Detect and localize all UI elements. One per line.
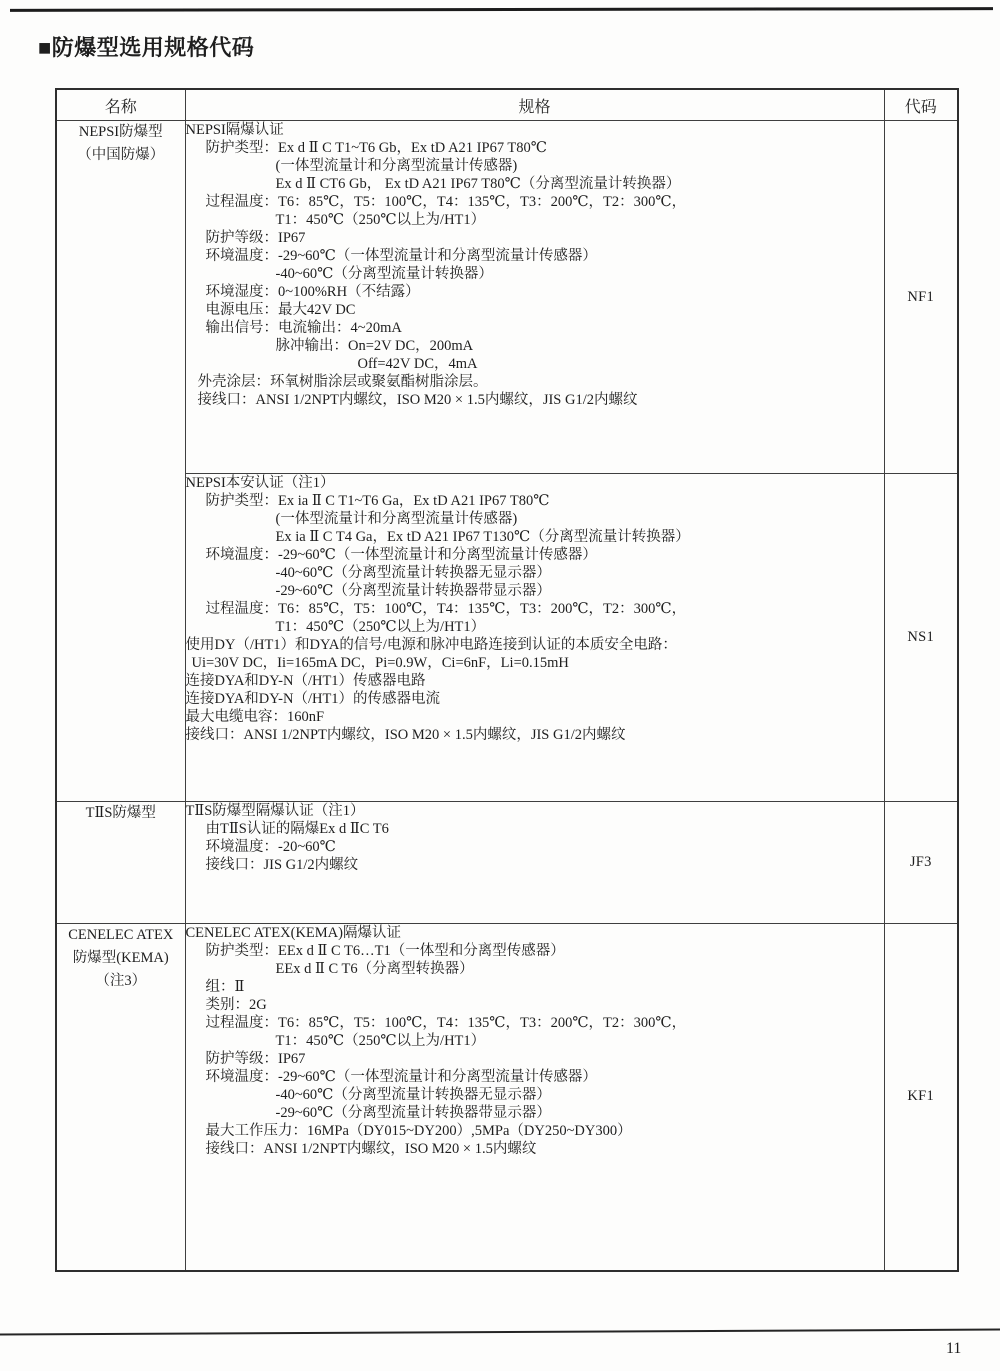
spec-line: -29~60℃（分离型流量计转换器带显示器） xyxy=(275,1105,551,1121)
spec-line: 过程温度：T6：85℃，T5：100℃，T4：135℃，T3：200℃，T2：300℃， xyxy=(205,194,687,210)
spec-cell xyxy=(185,474,884,802)
spec-line: 环境湿度：0~100%RH（不结露） xyxy=(205,284,420,300)
spec-line: T1：450℃（250℃以上为/HT1） xyxy=(275,619,486,635)
page-number: 11 xyxy=(946,1340,962,1357)
spec-line: 接线口：ANSI 1/2NPT内螺纹，ISO M20 × 1.5内螺纹，JIS G1/2内螺纹 xyxy=(185,727,626,743)
spec-line: 环境温度：-29~60℃（一体型流量计和分离型流量计传感器） xyxy=(205,547,597,563)
spec-line: TⅡS防爆型隔爆认证（注1） xyxy=(185,803,365,819)
name-line: NEPSI防爆型 xyxy=(78,124,163,140)
spec-cell xyxy=(185,924,884,1271)
table-body xyxy=(56,121,958,1271)
spec-line: 脉冲输出：On=2V DC，200mA xyxy=(275,338,474,354)
page-title: ■防爆型选用规格代码 xyxy=(38,35,255,60)
spec-line: 环境温度：-20~60℃ xyxy=(205,839,336,855)
name-line: （注3） xyxy=(95,973,147,989)
spec-line: 防护等级：IP67 xyxy=(205,230,306,246)
code-cell: NF1 xyxy=(884,121,958,474)
spec-line: 输出信号：电流输出：4~20mA xyxy=(205,320,402,336)
header-name: 名称 xyxy=(56,89,185,121)
spec-line: EEx d Ⅱ C T6（分离型转换器） xyxy=(275,961,474,977)
spec-line: CENELEC ATEX(KEMA)隔爆认证 xyxy=(185,925,401,941)
spec-line: 接线口：ANSI 1/2NPT内螺纹，ISO M20 × 1.5内螺纹，JIS G1/2内螺纹 xyxy=(197,392,638,408)
name-cell xyxy=(56,802,185,924)
spec-line: 防护类型：Ex d Ⅱ C T1~T6 Gb，Ex tD A21 IP67 T80℃ xyxy=(205,140,548,156)
spec-line: 过程温度：T6：85℃，T5：100℃，T4：135℃，T3：200℃，T2：300℃， xyxy=(205,601,687,617)
spec-line: 由TⅡS认证的隔爆Ex d ⅡC T6 xyxy=(205,821,389,837)
spec-line: -40~60℃（分离型流量计转换器无显示器） xyxy=(275,565,551,581)
header-row xyxy=(56,89,958,121)
spec-line: 接线口：JIS G1/2内螺纹 xyxy=(205,857,359,873)
spec-line: Ex d Ⅱ CT6 Gb， Ex tD A21 IP67 T80℃（分离型流量计转换器） xyxy=(275,176,681,192)
name-cell xyxy=(56,121,185,802)
spec-line: 组：Ⅱ xyxy=(205,979,245,995)
spec-line: 最大工作压力：16MPa（DY015~DY200）,5MPa（DY250~DY300） xyxy=(205,1123,632,1139)
name-cell xyxy=(56,924,185,1271)
spec-line: 防护类型：Ex ia Ⅱ C T1~T6 Ga，Ex tD A21 IP67 T80℃ xyxy=(205,493,550,509)
code-cell: JF3 xyxy=(884,802,958,924)
spec-line: 外壳涂层：环氧树脂涂层或聚氨酯树脂涂层。 xyxy=(197,374,488,390)
spec-cell xyxy=(185,802,884,924)
spec-line: 最大电缆电容：160nF xyxy=(185,709,325,725)
spec-line: Ui=30V DC，Ii=165mA DC，Pi=0.9W，Ci=6nF，Li=0.15mH xyxy=(191,655,569,671)
spec-cell xyxy=(185,121,884,474)
spec-line: 防护等级：IP67 xyxy=(205,1051,306,1067)
spec-line: 类别：2G xyxy=(205,997,267,1013)
header-spec: 规格 xyxy=(185,89,884,121)
spec-line: 环境温度：-29~60℃（一体型流量计和分离型流量计传感器） xyxy=(205,248,597,264)
spec-line: 使用DY（/HT1）和DYA的信号/电源和脉冲电路连接到认证的本质安全电路： xyxy=(185,637,677,653)
spec-line: 环境温度：-29~60℃（一体型流量计和分离型流量计传感器） xyxy=(205,1069,597,1085)
name-line: CENELEC ATEX xyxy=(68,927,174,943)
table-row xyxy=(56,474,958,802)
header-code: 代码 xyxy=(884,89,958,121)
spec-line: 防护类型：EEx d Ⅱ C T6…T1（一体型和分离型传感器） xyxy=(205,943,565,959)
table-row xyxy=(56,924,958,1271)
spec-line: T1：450℃（250℃以上为/HT1） xyxy=(275,1033,486,1049)
spec-line: NEPSI本安认证（注1） xyxy=(185,475,335,491)
name-line: （中国防爆） xyxy=(77,147,165,163)
spec-line: (一体型流量计和分离型流量计传感器) xyxy=(275,511,518,527)
top-rule-divider xyxy=(10,7,993,12)
spec-line: Off=42V DC，4mA xyxy=(357,356,478,372)
spec-line: NEPSI隔爆认证 xyxy=(185,122,284,138)
spec-line: 过程温度：T6：85℃，T5：100℃，T4：135℃，T3：200℃，T2：300℃， xyxy=(205,1015,687,1031)
spec-line: 电源电压：最大42V DC xyxy=(205,302,356,318)
code-cell: KF1 xyxy=(884,924,958,1271)
table-row xyxy=(56,121,958,474)
spec-line: T1：450℃（250℃以上为/HT1） xyxy=(275,212,486,228)
spec-line: -40~60℃（分离型流量计转换器） xyxy=(275,266,493,282)
name-line: 防爆型(KEMA) xyxy=(72,950,169,966)
spec-line: 连接DYA和DY-N（/HT1）传感器电路 xyxy=(185,673,426,689)
spec-line: 接线口：ANSI 1/2NPT内螺纹，ISO M20 × 1.5内螺纹 xyxy=(205,1141,537,1157)
spec-line: -29~60℃（分离型流量计转换器带显示器） xyxy=(275,583,551,599)
spec-line: 连接DYA和DY-N（/HT1）的传感器电流 xyxy=(185,691,441,707)
footer-rule-divider xyxy=(0,1329,1000,1336)
spec-table xyxy=(55,88,959,1272)
code-cell: NS1 xyxy=(884,474,958,802)
name-line: TⅡS防爆型 xyxy=(85,805,156,821)
table-row xyxy=(56,802,958,924)
spec-line: (一体型流量计和分离型流量计传感器) xyxy=(275,158,518,174)
spec-line: Ex ia Ⅱ C T4 Ga，Ex tD A21 IP67 T130℃（分离型流量计转换器） xyxy=(275,529,690,545)
spec-line: -40~60℃（分离型流量计转换器无显示器） xyxy=(275,1087,551,1103)
